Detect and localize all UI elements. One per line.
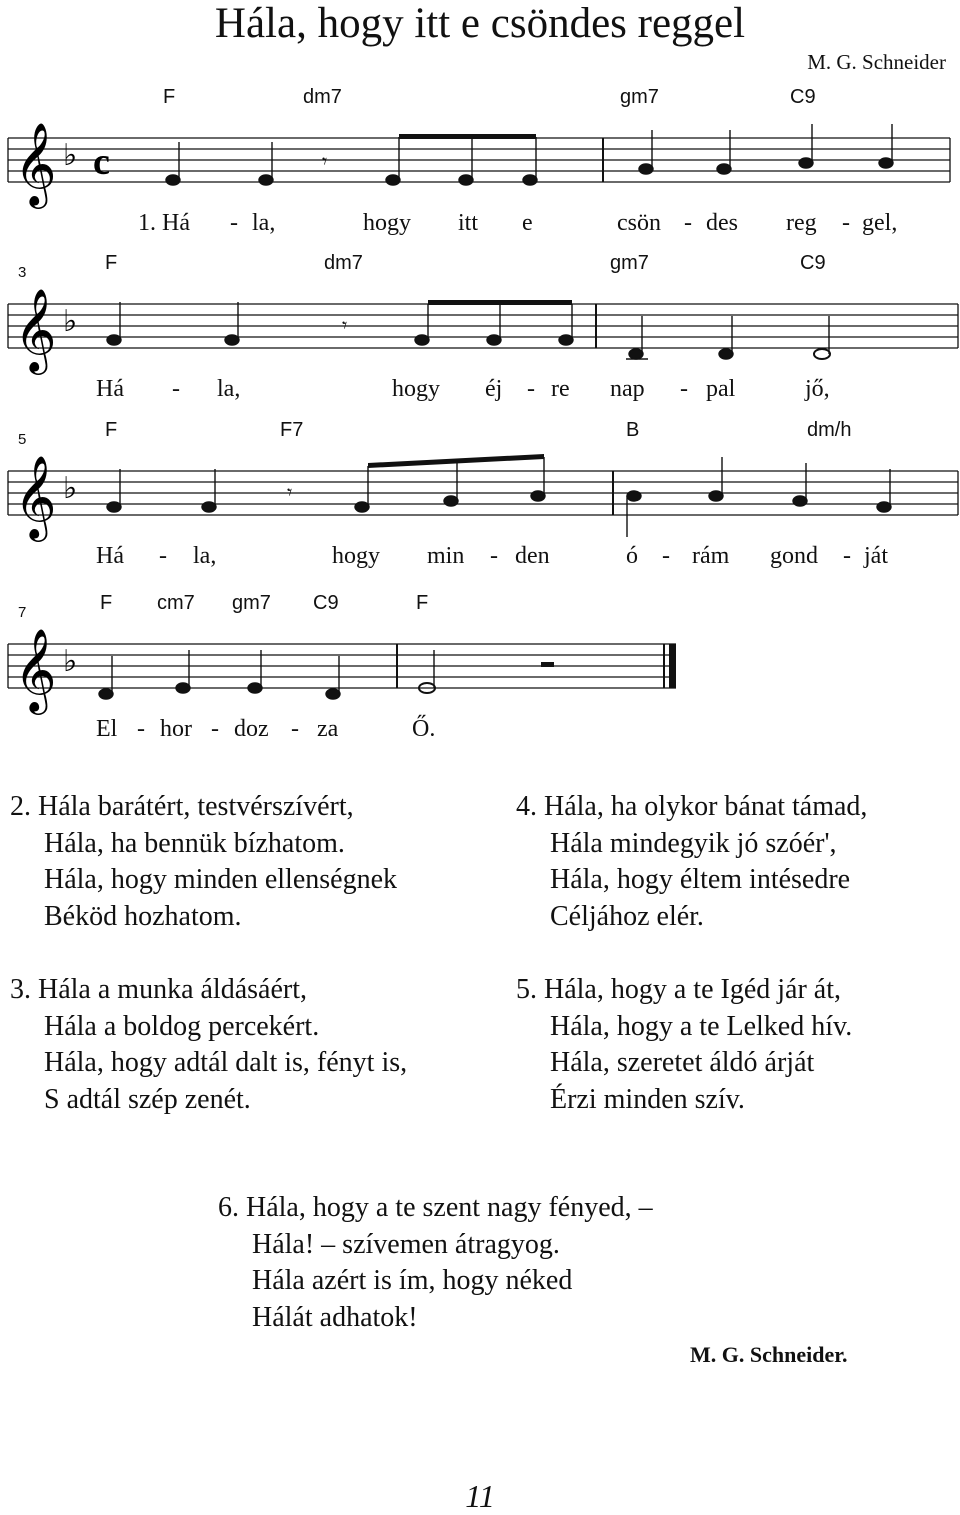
lyric-syllable: Ő.	[412, 716, 436, 742]
verse-line: Hála, ha bennük bízhatom.	[44, 827, 345, 859]
verse-line: Hála azért is ím, hogy néked	[252, 1265, 573, 1296]
lyric-syllable: ó	[626, 543, 638, 569]
lyric-syllable: -	[137, 716, 145, 742]
lyric-syllable: 1. Há	[138, 210, 190, 236]
lyric-syllable: rám	[692, 543, 730, 569]
lyric-syllable: hogy	[363, 210, 411, 236]
lyric-syllable: -	[172, 376, 180, 402]
lyric-syllable: Há	[96, 543, 124, 569]
lyric-syllable: -	[291, 716, 299, 742]
lyric-syllable: Há	[96, 376, 124, 402]
lyric-syllable: ját	[864, 543, 888, 569]
lyric-syllable: hogy	[332, 543, 380, 569]
verses-center	[218, 1190, 653, 1373]
treble-clef-icon: 𝄞	[14, 121, 57, 205]
verse-line: Hála, hogy minden ellenségnek	[44, 864, 398, 895]
chord-symbol: cm7	[157, 592, 195, 614]
verse-5	[516, 972, 867, 1118]
chord-symbol: dm/h	[807, 419, 852, 441]
lyric-syllable: nap	[610, 376, 645, 402]
verse-3	[10, 972, 407, 1118]
chord-symbol: F	[105, 419, 118, 441]
verse-line: 2. Hála barátért, testvérszívért,	[10, 791, 354, 822]
flat-icon: ♭	[63, 138, 78, 173]
measure-number: 5	[18, 431, 27, 448]
lyric-syllable: den	[515, 543, 550, 569]
lyric-syllable: -	[159, 543, 167, 569]
lyric-syllable: -	[842, 210, 850, 236]
verse-line: Hálát adhatok!	[252, 1301, 418, 1333]
lyric-syllable: -	[843, 543, 851, 569]
treble-clef-icon: 𝄞	[14, 287, 57, 371]
verse-line: Béköd hozhatom.	[44, 900, 242, 932]
chord-symbol: gm7	[610, 252, 649, 274]
lyric-syllable: -	[230, 210, 238, 236]
lyric-syllable: des	[706, 210, 738, 236]
lyric-syllable: la,	[252, 210, 276, 236]
verse-line: S adtál szép zenét.	[44, 1083, 251, 1115]
flat-icon: ♭	[63, 644, 78, 679]
verse-line: 5. Hála, hogy a te Igéd jár át,	[516, 974, 841, 1005]
lyric-syllable: -	[684, 210, 692, 236]
verse-line: Hála, szeretet áldó árját	[550, 1047, 815, 1078]
verse-line: Hála, hogy éltem intésedre	[550, 864, 851, 895]
chord-symbol: C9	[313, 592, 339, 614]
final-barline	[669, 644, 676, 688]
svg-text:𝄾: 𝄾	[287, 480, 293, 504]
verse-line: Hála a boldog percekért.	[44, 1010, 320, 1042]
chord-symbol: C9	[800, 252, 826, 274]
measure-number: 7	[18, 604, 27, 621]
lyric-syllable: min	[427, 543, 465, 569]
lyric-syllable: la,	[193, 543, 217, 569]
signature: M. G. Schneider.	[690, 1342, 848, 1367]
verses-left-column	[10, 789, 407, 1155]
song-title: Hála, hogy itt e csöndes reggel	[214, 0, 746, 47]
svg-text:𝄾: 𝄾	[342, 313, 348, 337]
verse-line: Hála, hogy a te Lelked hív.	[550, 1010, 853, 1042]
treble-clef-icon: 𝄞	[14, 627, 57, 711]
chord-symbol: F7	[280, 419, 304, 441]
flat-icon: ♭	[63, 304, 78, 339]
lyric-syllable: éj	[485, 376, 503, 402]
lyric-syllable: csön	[617, 210, 661, 236]
lyric-syllable: gond	[770, 543, 818, 569]
verse-line: Érzi minden szív.	[550, 1083, 745, 1115]
lyric-syllable: za	[317, 716, 339, 742]
lyric-syllable: doz	[234, 716, 269, 742]
verse-4	[516, 789, 867, 935]
lyric-syllable: -	[490, 543, 498, 569]
flat-icon: ♭	[63, 471, 78, 506]
chord-symbol: dm7	[303, 86, 342, 108]
page-number: 11	[465, 1478, 495, 1514]
chord-symbol: F	[163, 86, 176, 108]
composer-credit: M. G. Schneider	[807, 50, 946, 74]
verse-line: Hála! – szívemen átragyog.	[252, 1228, 560, 1260]
lyric-syllable: hor	[160, 716, 192, 742]
chord-symbol: C9	[790, 86, 816, 108]
music-staff	[0, 506, 960, 716]
lyric-syllable: pal	[706, 376, 736, 402]
verse-line: 6. Hála, hogy a te szent nagy fényed, –	[218, 1192, 653, 1223]
lyric-syllable: El	[96, 716, 118, 742]
chord-symbol: B	[626, 419, 640, 441]
verse-line: Céljához elér.	[550, 900, 704, 932]
verses-right-column	[516, 789, 867, 1155]
lyric-syllable: jő,	[805, 376, 830, 402]
lyric-syllable: re	[551, 376, 570, 402]
verse-line: Hála, hogy adtál dalt is, fényt is,	[44, 1047, 408, 1078]
lyric-syllable: -	[527, 376, 535, 402]
verse-6	[218, 1190, 653, 1336]
common-time-icon: c	[93, 141, 110, 183]
treble-clef-icon: 𝄞	[14, 454, 57, 538]
lyric-syllable: itt	[458, 210, 479, 236]
lyric-syllable: e	[522, 210, 533, 236]
chord-symbol: dm7	[324, 252, 363, 274]
chord-symbol: gm7	[620, 86, 659, 108]
chord-symbol: F	[105, 252, 118, 274]
lyric-syllable: la,	[217, 376, 241, 402]
lyric-syllable: -	[680, 376, 688, 402]
measure-number: 3	[18, 264, 27, 281]
chord-symbol: F	[416, 592, 429, 614]
lyric-syllable: gel,	[862, 210, 898, 236]
svg-text:𝄾: 𝄾	[322, 149, 328, 173]
lyric-syllable: hogy	[392, 376, 440, 402]
chord-symbol: F	[100, 592, 113, 614]
lyric-syllable: -	[662, 543, 670, 569]
lyric-syllable: reg	[786, 210, 817, 236]
lyric-syllable: -	[211, 716, 219, 742]
verse-line: 4. Hála, ha olykor bánat támad,	[516, 791, 868, 822]
verse-line: Hála mindegyik jó szóér',	[550, 827, 837, 859]
verse-line: 3. Hála a munka áldásáért,	[10, 974, 307, 1005]
verse-2	[10, 789, 407, 935]
chord-symbol: gm7	[232, 592, 271, 614]
